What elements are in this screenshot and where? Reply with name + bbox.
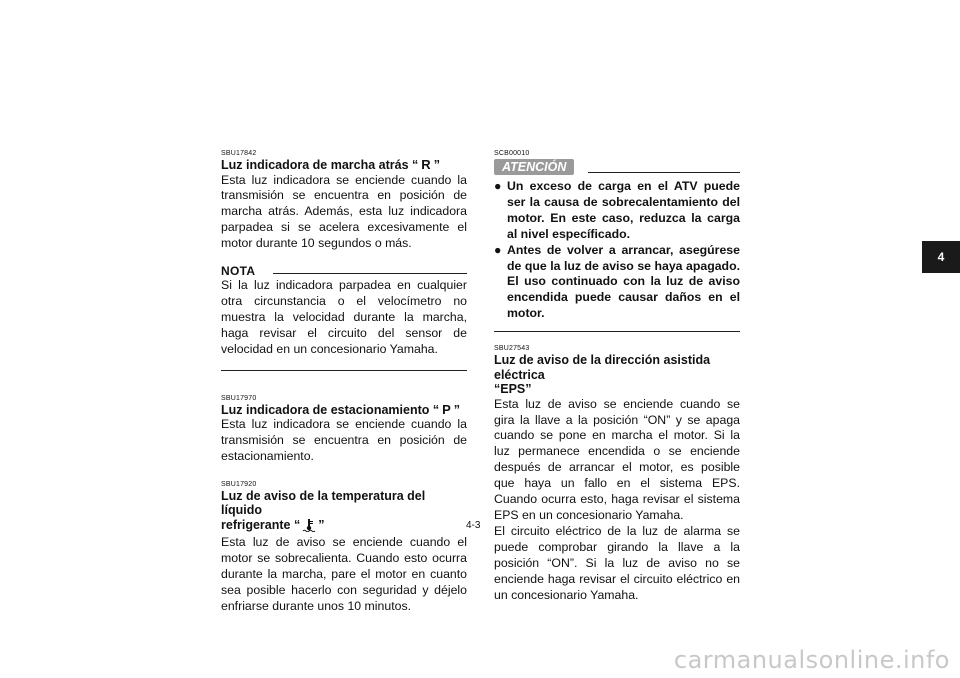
section-title-line1: Luz de aviso de la dirección asistida eléctrica bbox=[494, 353, 711, 382]
section-body: Esta luz de aviso se enciende cuando el motor se sobrecalienta. Cuando esto ocurra durante la marcha, pare el motor en cuanto sea posible hacerlo con seguridad y déjelo enfriarse durante unos 10 minutos. bbox=[221, 535, 467, 613]
section-code: SBU27543 bbox=[494, 345, 530, 353]
reverse-r-icon: R bbox=[421, 157, 431, 172]
eps-warning-section bbox=[494, 345, 740, 603]
note-block bbox=[221, 264, 467, 371]
caution-rule bbox=[588, 172, 740, 173]
watermark: carmanualsonline.info bbox=[673, 646, 950, 674]
caution-header bbox=[494, 159, 740, 175]
note-body: Si la luz indicadora parpadea en cualquier otra circunstancia o el velocímetro no muestra la velocidad durante la marcha, haga revisar el circuito del sensor de velocidad en un concesionario Yamaha. bbox=[221, 278, 467, 356]
section-body: Esta luz indicadora se enciende cuando la transmisión se encuentra en posición de estacionamiento. bbox=[221, 417, 467, 463]
right-column bbox=[494, 150, 740, 615]
caution-code: SCB00010 bbox=[494, 150, 530, 157]
note-header bbox=[221, 264, 467, 278]
left-column bbox=[221, 150, 467, 627]
page-number: 4-3 bbox=[466, 520, 481, 531]
bullet-icon: ● bbox=[494, 179, 502, 193]
coolant-temperature-icon bbox=[302, 518, 316, 536]
parking-indicator-section bbox=[221, 395, 467, 465]
section-code: SBU17842 bbox=[221, 150, 257, 157]
note-end-rule bbox=[221, 370, 467, 371]
section-code: SBU17970 bbox=[221, 394, 257, 402]
bullet-icon: ● bbox=[494, 242, 502, 257]
section-title: Luz indicadora de marcha atrás “ R ” bbox=[221, 157, 440, 172]
section-title: Luz indicadora de estacionamiento “ P ” bbox=[221, 401, 461, 417]
section-body-2: El circuito eléctrico de la luz de alarma se puede comprobar girando la llave a la posición “ON”. Si la luz de aviso no se enciende haga revisar el circuito eléctrico en un concesionario Yamaha. bbox=[494, 523, 740, 602]
section-title-line2: “EPS” bbox=[494, 382, 532, 397]
chapter-tab: 4 bbox=[922, 241, 960, 273]
caution-end-rule bbox=[494, 331, 740, 332]
caution-label: ATENCIÓN bbox=[494, 159, 574, 175]
section-body: Esta luz indicadora se enciende cuando la transmisión se encuentra en posición de marcha atrás. Además, esta luz indicadora parpadea si se acelera excesivamente el motor durante 10 segundos o más. bbox=[221, 172, 467, 251]
section-body: Esta luz de aviso se enciende cuando se gira la llave a la posición “ON” y se apaga cuando se pone en marcha el motor. Si la luz permanece encendida o se enciende después de arrancar el motor, es posible que haya un fallo en el sistema EPS. Cuando ocurra esto, haga revisar el sistema EPS en un concesionario Yamaha. bbox=[494, 396, 740, 522]
list-item: ● Un exceso de carga en el ATV puede ser la causa de sobrecalentamiento del motor. En este caso, reduzca la carga al nivel específicado. bbox=[494, 179, 740, 241]
caution-block bbox=[494, 150, 740, 332]
note-rule bbox=[273, 273, 467, 274]
section-title-line2: refrigerante “ ” bbox=[221, 518, 467, 536]
caution-list bbox=[494, 179, 740, 322]
reverse-indicator-section bbox=[221, 150, 467, 252]
parking-p-icon: P bbox=[442, 401, 451, 417]
coolant-warning-section bbox=[221, 481, 467, 615]
note-label: NOTA bbox=[221, 264, 256, 279]
list-item: ● Antes de volver a arrancar, asegúrese de que la luz de aviso se haya apagado. El uso continuado con la luz de aviso encendida puede causar daños en el motor. bbox=[494, 242, 740, 321]
section-code: SBU17920 bbox=[221, 480, 257, 488]
section-title-line1: Luz de aviso de la temperatura del líquido bbox=[221, 488, 426, 518]
